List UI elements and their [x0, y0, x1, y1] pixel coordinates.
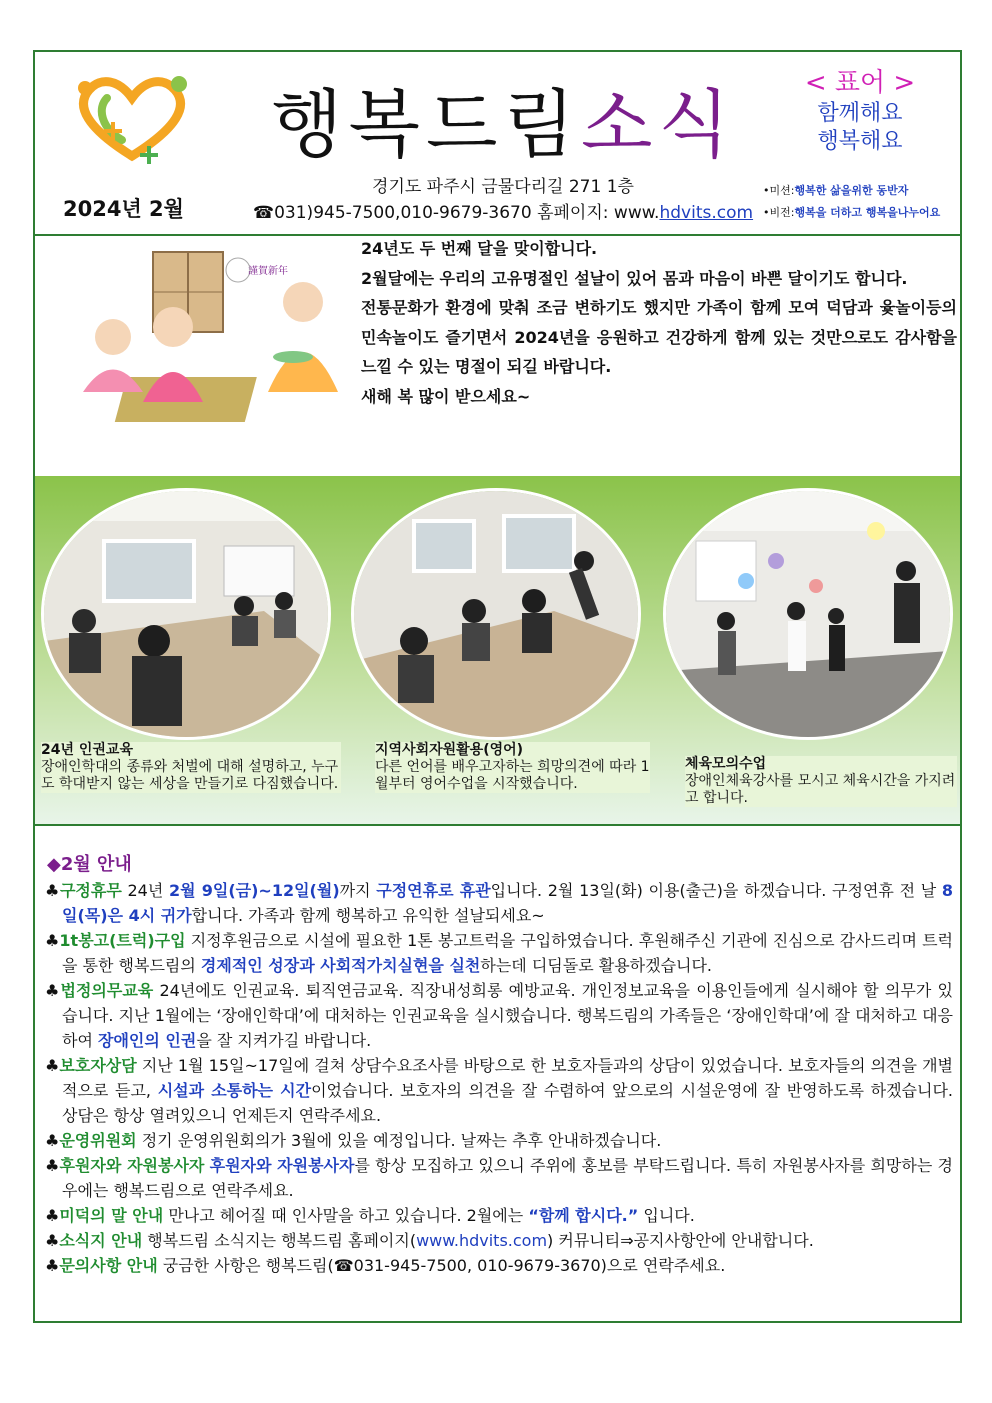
- club-bullet-icon: ♣: [45, 1206, 60, 1225]
- notice-text: 지정후원금으로 시설에 필요한 1톤 봉고트럭을 구입하였습니다. 후원해주신 기관에 진심으로 감사드리며 트럭을 통한 행복드림의: [62, 931, 954, 975]
- notice-item: [45, 1203, 953, 1228]
- activity-photos: [35, 476, 960, 826]
- notice-item: [45, 878, 953, 928]
- motto: [795, 66, 925, 156]
- notice-item: [45, 1128, 953, 1153]
- notice-title: 운영위원회: [59, 1131, 137, 1150]
- notice-title: 소식지 안내: [59, 1231, 143, 1250]
- club-bullet-icon: ♣: [45, 1131, 60, 1150]
- notice-text[interactable]: www.hdvits.com: [416, 1231, 548, 1250]
- notice-highlight: 구정연휴로 휴관: [376, 881, 491, 900]
- caption-title: 지역사회자원활용(영어): [375, 742, 524, 758]
- notice-text: 24년에도 인권교육. 퇴직연금교육. 직장내성희롱 예방교육. 개인정보교육을 이용인들에게 실시해야 할 의무가 있습니다. 지난 1월에는 ‘장애인학대’에 대처하는 인권교육을 실시했습니다. 행복드림의 가족들은 ‘장애인학대’에 잘 대처하고 대응하여: [62, 981, 953, 1050]
- notice-title: 후원자와 자원봉사자: [59, 1156, 205, 1175]
- club-bullet-icon: ♣: [45, 981, 61, 1000]
- greeting-paragraph: 전통문화가 환경에 맞춰 조금 변하기도 했지만 가족이 함께 모여 덕담과 윷놀이등의 민속놀이도 즐기면서 2024년을 응원하고 건강하게 함께 있는 것만으로도 감사함을 느낄 수 있는 명절이 되길 바랍니다.: [361, 298, 957, 376]
- homepage-link[interactable]: hdvits.com: [659, 203, 754, 223]
- notice-item: [45, 1053, 953, 1128]
- notice-title: 문의사항 안내: [59, 1256, 158, 1275]
- photo-caption: [41, 742, 341, 793]
- caption-title: 24년 인권교육: [41, 742, 133, 758]
- notice-highlight: 시설과 소통하는 시간: [157, 1081, 312, 1100]
- photo-english-class: [351, 488, 641, 740]
- classroom-photo-icon: [44, 491, 328, 737]
- mission: •미션:행복한 삶을위한 동반자: [763, 184, 909, 197]
- notice-highlight: “함께 합시다.”: [528, 1206, 639, 1225]
- vision: •비전:행복을 더하고 행복을나누어요: [763, 206, 941, 219]
- club-bullet-icon: ♣: [45, 1231, 60, 1250]
- notice-text: 궁금한 사항은 행복드림(☎031-945-7500, 010-9679-3670)으로 연락주세요.: [157, 1256, 726, 1275]
- greeting-section: [35, 234, 960, 478]
- greeting-paragraph: 24년도 두 번째 달을 맞이합니다.: [361, 239, 598, 258]
- newsletter-header: [35, 52, 960, 236]
- newsletter-frame: [33, 50, 962, 1323]
- contact-info: [243, 174, 763, 226]
- photo-pe-class: [663, 488, 953, 740]
- mission-vision: [763, 180, 940, 224]
- notice-highlight: 경제적인 성장과 사회적가치실현을 실천: [200, 956, 481, 975]
- newsletter-title: 행복드림소식: [271, 82, 736, 168]
- caption-title: 체육모의수업: [685, 756, 767, 772]
- notice-title: 보호자상담: [59, 1056, 137, 1075]
- caption-text: 장애인학대의 종류와 처벌에 대해 설명하고, 누구도 학대받지 않는 세상을 만들기로 다짐했습니다.: [41, 759, 339, 792]
- notice-text: 행복드림 소식지는 행복드림 홈페이지(: [142, 1231, 417, 1250]
- notice-text: 를 항상 모집하고 있으니 주위에 홍보를 부탁드립니다. 특히 자원봉사자를 희망하는 경우에는 행복드림으로 연락주세요.: [62, 1156, 953, 1200]
- club-bullet-icon: ♣: [45, 1256, 60, 1275]
- notice-title: 미덕의 말 안내: [59, 1206, 164, 1225]
- club-bullet-icon: ♣: [45, 1056, 60, 1075]
- photo-caption: [375, 742, 650, 793]
- notice-text: 만나고 헤어질 때 인사말을 하고 있습니다. 2월에는: [163, 1206, 529, 1225]
- club-bullet-icon: ♣: [45, 881, 60, 900]
- notice-item: [45, 1153, 953, 1203]
- classroom-photo-icon: [354, 491, 638, 737]
- notice-item: [45, 928, 953, 978]
- illustration-caption: 謹賀新年: [248, 266, 288, 277]
- notice-text: 24년: [121, 881, 169, 900]
- caption-text: 다른 언어를 배우고자하는 희망의견에 따라 1월부터 영어수업을 시작했습니다.: [375, 759, 650, 792]
- motto-heading: < 표어 >: [804, 68, 916, 98]
- notice-highlight: 후원자와 자원봉사자: [209, 1156, 355, 1175]
- address: 경기도 파주시 금물다리길 271 1층: [372, 177, 634, 197]
- notice-text: 입니다. 2월 13일(화) 이용(출근)을 하겠습니다. 구정연휴 전 날: [490, 881, 942, 900]
- caption-text: 장애인체육강사를 모시고 체육시간을 가지려고 합니다.: [685, 773, 956, 806]
- notice-highlight: 8일(목)은 4시 귀가: [62, 881, 954, 925]
- notice-item: [45, 1253, 953, 1278]
- heart-cross-logo-icon: [67, 68, 197, 168]
- notice-item: [45, 978, 953, 1053]
- issue-date: 2024년 2월: [63, 197, 184, 221]
- photo-human-rights-education: [41, 488, 331, 740]
- notice-text: 입니다.: [638, 1206, 695, 1225]
- greeting-paragraph: 2월달에는 우리의 고유명절인 설날이 있어 몸과 마음이 바쁜 달이기도 합니다.: [361, 268, 908, 288]
- monthly-notices: [35, 824, 960, 1321]
- greeting-text: [361, 234, 957, 411]
- gym-photo-icon: [666, 491, 950, 737]
- notice-text: 지난 1월 15일~17일에 걸쳐 상담수요조사를 바탕으로 한 보호자들과의 상담이 있었습니다. 보호자들의 의견을 개별적으로 듣고,: [62, 1056, 954, 1100]
- new-year-family-illustration: [63, 242, 355, 442]
- notice-text: ) 커뮤니티⇒공지사항안에 안내합니다.: [547, 1231, 814, 1250]
- notice-text: 하는데 디딤돌로 활용하겠습니다.: [480, 956, 713, 975]
- notice-text: 을 잘 지켜가길 바랍니다.: [196, 1031, 372, 1050]
- motto-line: 행복해요: [817, 129, 903, 154]
- notice-item: [45, 1228, 953, 1253]
- notice-text: 이었습니다. 보호자의 의견을 잘 수렴하여 앞으로의 시설운영에 잘 반영하도록 하겠습니다. 상담은 항상 열려있으니 언제든지 연락주세요.: [62, 1081, 954, 1125]
- club-bullet-icon: ♣: [45, 1156, 60, 1175]
- photo-caption: [685, 756, 957, 807]
- phone-homepage: ☎031)945-7500,010-9679-3670 홈페이지: www.hdvits.com: [252, 203, 754, 223]
- notice-title: 1t봉고(트럭)구입: [59, 931, 186, 950]
- notice-text: 까지: [339, 881, 377, 900]
- club-bullet-icon: ♣: [45, 931, 60, 950]
- notice-text: 합니다. 가족과 함께 행복하고 유익한 설날되세요~: [191, 906, 545, 925]
- greeting-paragraph: 새해 복 많이 받으세요~: [361, 386, 531, 406]
- notices-heading: ◆2월 안내: [47, 854, 132, 875]
- motto-line: 함께해요: [817, 101, 903, 126]
- notice-list: [45, 878, 953, 1278]
- notice-text: 정기 운영위원회의가 3월에 있을 예정입니다. 날짜는 추후 안내하겠습니다.: [136, 1131, 662, 1150]
- notice-highlight: 장애인의 인권: [98, 1031, 197, 1050]
- notice-title: 법정의무교육: [60, 981, 154, 1000]
- notice-highlight: 2월 9일(금)~12일(월): [168, 881, 340, 900]
- notice-title: 구정휴무: [59, 881, 122, 900]
